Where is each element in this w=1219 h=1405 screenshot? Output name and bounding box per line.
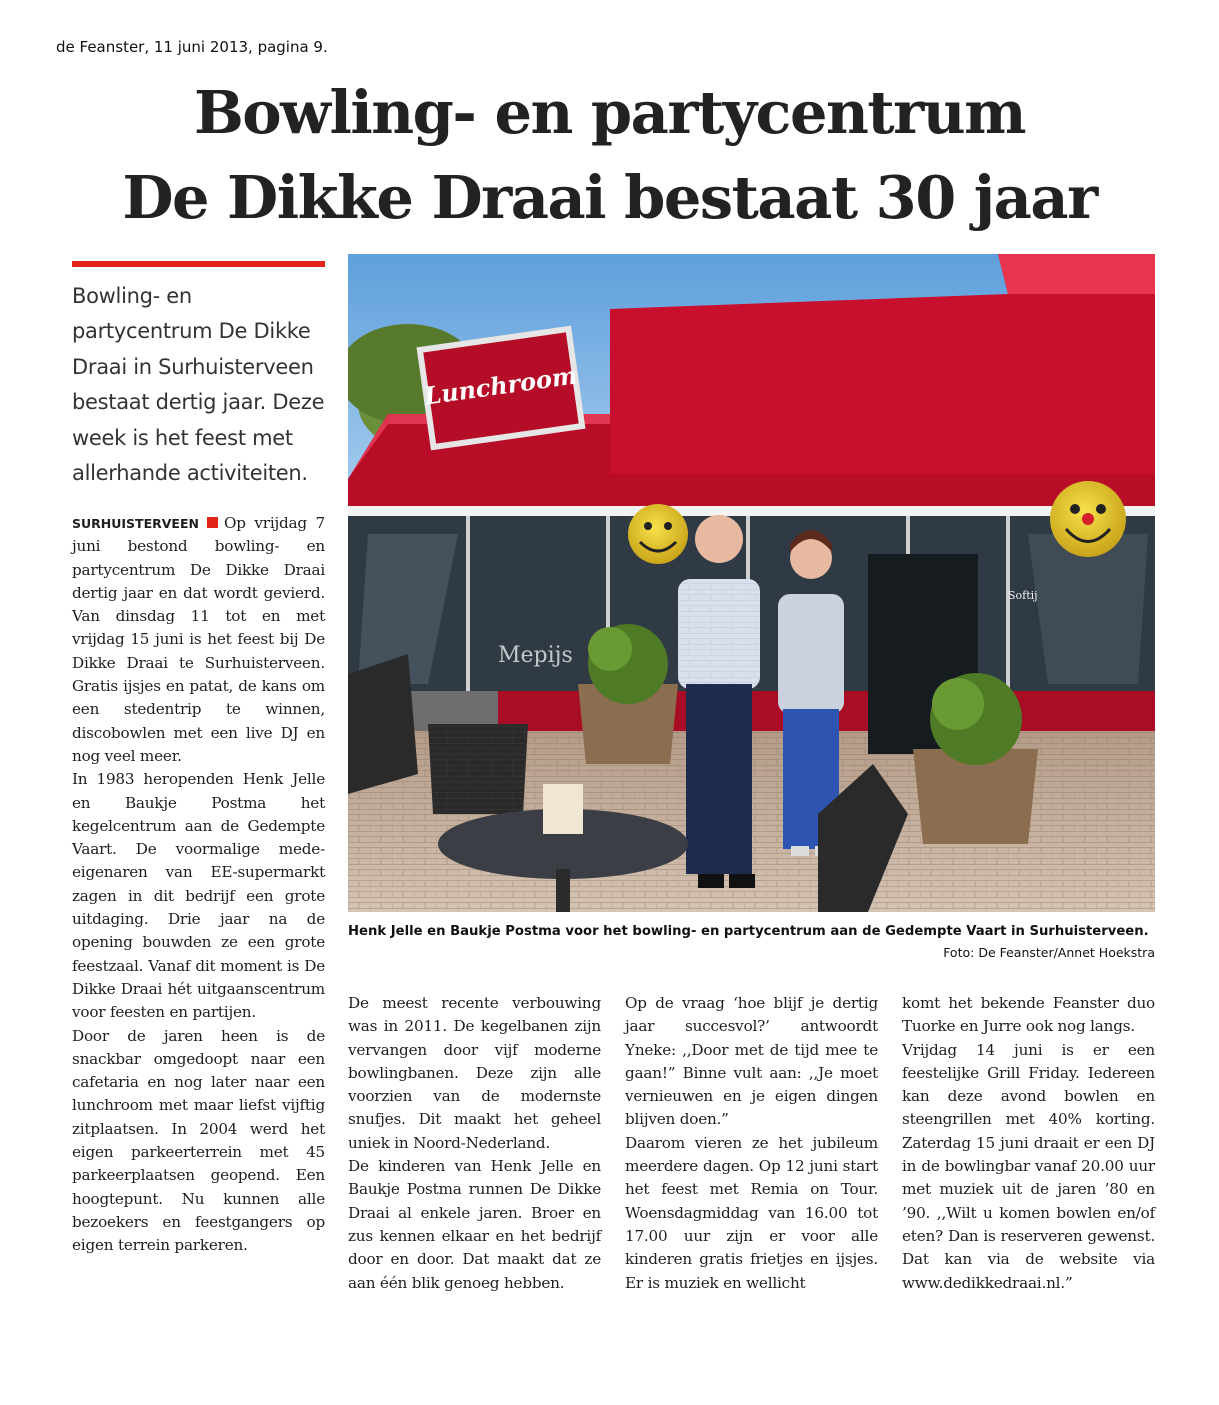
smiley-left-icon xyxy=(628,504,688,564)
photo-credit: Foto: De Feanster/Annet Hoekstra xyxy=(943,945,1155,960)
patio-chair-left xyxy=(428,724,528,814)
lunchroom-sign xyxy=(420,329,582,447)
headline-line-1: Bowling- en partycentrum xyxy=(193,78,1026,147)
body-paragraph xyxy=(72,512,325,768)
body-paragraph: In 1983 heropenden Henk Jelle en Baukje Postma het kegelcentrum aan de Gedempte Vaart. De voormalige mede-eigenaren van EE-supermarkt zagen in dit bedrijf een grote uitdaging. Drie jaar na de opening bouwden ze een grote feestzaal. Vanaf dit moment is De Dikke Draai hét uitgaanscentrum voor feesten en partijen. xyxy=(72,770,325,1022)
storefront-photo xyxy=(348,254,1155,912)
body-paragraph: De meest recente verbouwing was in 2011. De kegelbanen zijn vervangen door vijf moderne bowlingbanen. Deze zijn alle voorzien van de modernste snufjes. Dit maakt het geheel uniek in Noord-Nederland. xyxy=(348,994,601,1152)
article-column-2 xyxy=(348,992,601,1295)
article-column-1 xyxy=(72,512,325,1258)
article-column-3 xyxy=(625,992,878,1295)
body-paragraph: Daarom vieren ze het jubileum meerdere dagen. Op 12 juni start het feest met Remia on Tour. Woensdagmiddag van 16.00 tot 17.00 uur zijn er voor alle kinderen gratis frietjes en ijsjes. Er is muziek en wellicht xyxy=(625,1133,878,1292)
body-paragraph: Vrijdag 14 juni is er een feestelijke Grill Friday. Iedereen kan deze avond bowlen en steengrillen met 40% korting. Zaterdag 15 juni draait er een DJ in de bowlingbar vanaf 20.00 uur met muziek uit de jaren ’80 en ’90. ,,Wilt u komen bowlen en/of eten? Dan is reserveren gewenst. Dat kan via de website via www.dedikkedraai.nl.” xyxy=(902,1040,1155,1292)
headline-line-2: De Dikke Draai bestaat 30 jaar xyxy=(122,163,1097,232)
planter-left xyxy=(578,624,678,764)
window-text-right: Softij xyxy=(1008,589,1038,602)
photo-caption: Henk Jelle en Baukje Postma voor het bowling- en partycentrum aan de Gedempte Vaart in Surhuisterveen. xyxy=(348,924,1149,939)
lead-accent-rule xyxy=(72,261,325,267)
lunchroom-sign-text: Lunchroom xyxy=(422,360,579,411)
publication-source-line: de Feanster, 11 juni 2013, pagina 9. xyxy=(56,38,328,56)
body-paragraph: De kinderen van Henk Jelle en Baukje Postma runnen De Dikke Draai al enkele jaren. Broer en zus kennen elkaar en het bedrijf door en door. Dat maakt dat ze aan één blik genoeg hebben. xyxy=(348,1157,601,1292)
paragraph-text: Op vrijdag 7 juni bestond bowling- en partycentrum De Dikke Draai dertig jaar en dat wordt gevierd. Van dinsdag 11 tot en met vrijdag 15 juni is het feest bij De Dikke Draai te Surhuisterveen. Gratis ijsjes en patat, de kans om een stedentrip te winnen, discobowlen met een live DJ en nog veel meer. xyxy=(72,514,325,765)
body-paragraph: Op de vraag ‘hoe blijf je dertig jaar succesvol?’ antwoordt Yneke: ,,Door met de tijd mee te gaan!” Binne vult aan: ,,Je moet vernieuwen en je eigen dingen blijven doen.” xyxy=(625,994,878,1129)
dateline-square-icon xyxy=(207,517,218,528)
patio-chair-far-left xyxy=(348,654,418,794)
article-lead: Bowling- en partycentrum De Dikke Draai in Surhuisterveen bestaat dertig jaar. Deze week is het feest met allerhande activiteiten. xyxy=(72,284,325,486)
dateline: SURHUISTERVEEN xyxy=(72,516,199,531)
article-headline xyxy=(0,70,1219,240)
body-paragraph: Door de jaren heen is de snackbar omgedoopt naar een cafetaria en nog later naar een lunchroom met maar liefst vijftig zitplaatsen. In 2004 werd het eigen parkeerterrein met 45 parkeerplaatsen geopend. Een hoogtepunt. Nu kunnen alle bezoekers en feestgangers op eigen terrein parkeren. xyxy=(72,1026,325,1255)
article-column-4 xyxy=(902,992,1155,1295)
window-text-ijs: Mepijs xyxy=(498,643,573,668)
body-paragraph: komt het bekende Feanster duo Tuorke en Jurre ook nog langs. xyxy=(902,994,1155,1036)
